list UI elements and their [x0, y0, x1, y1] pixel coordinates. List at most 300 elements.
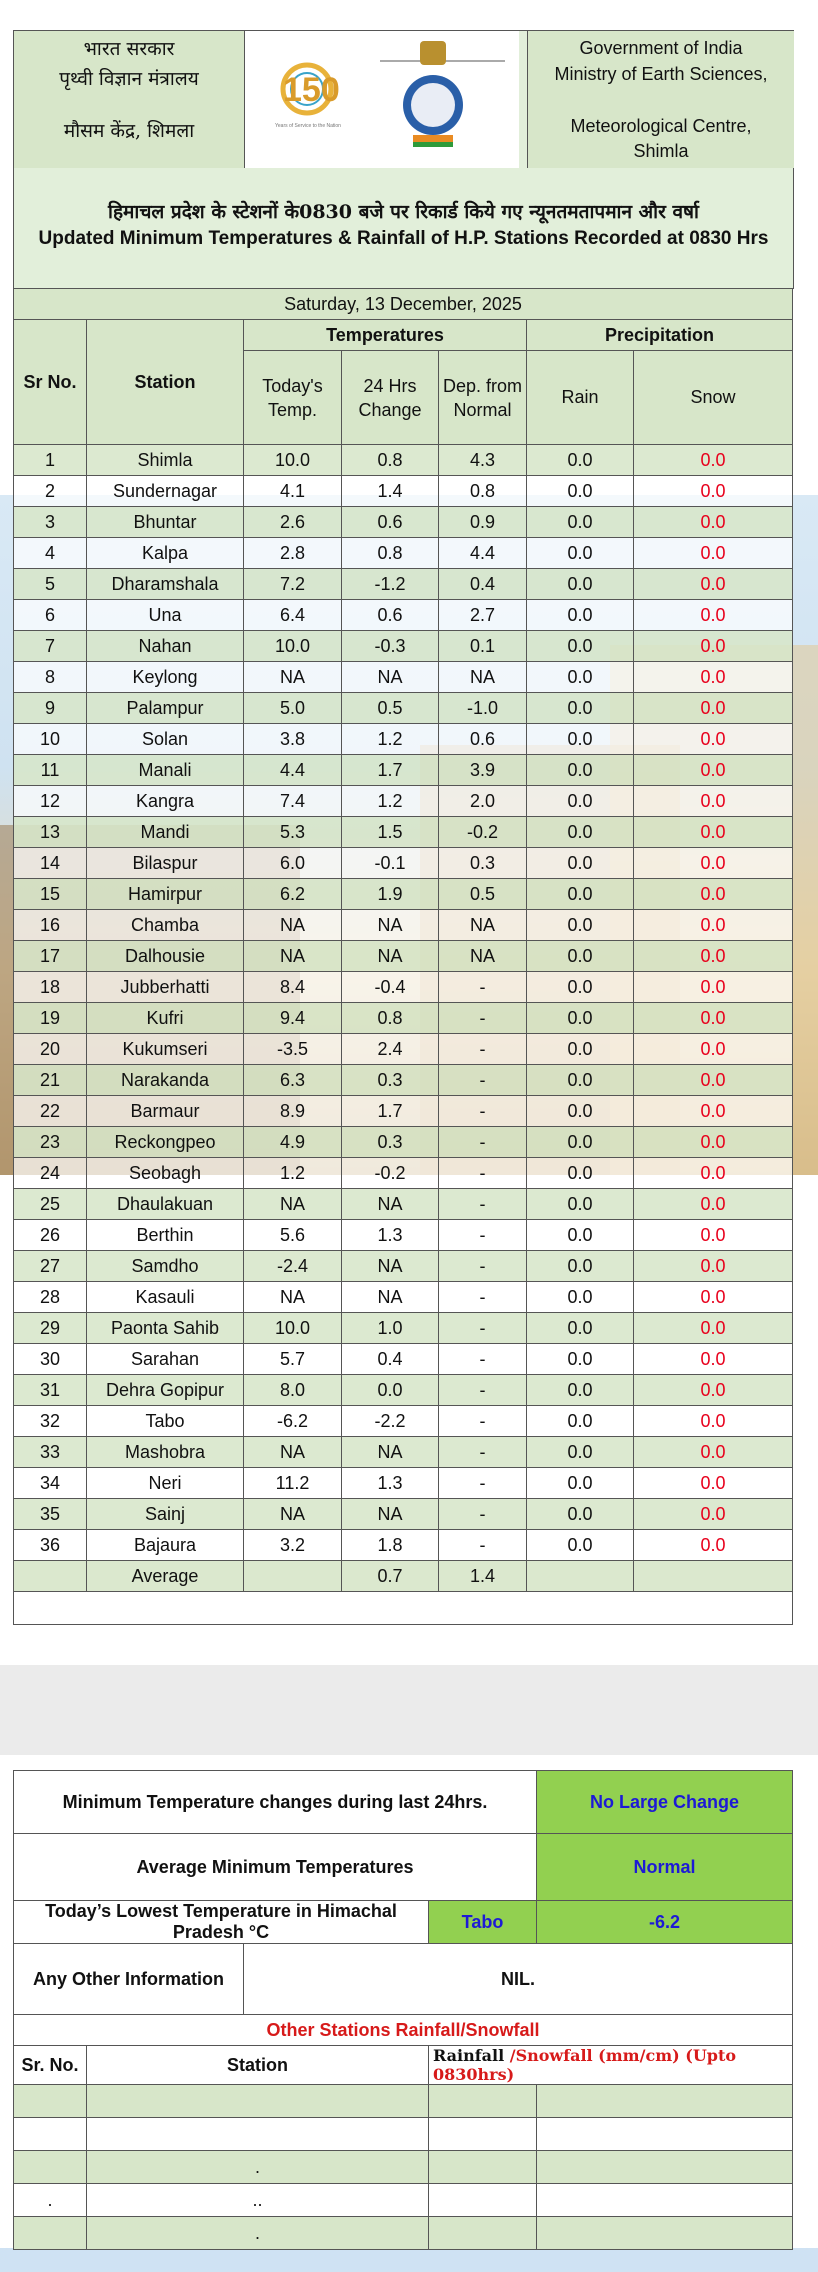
report-title — [13, 168, 794, 289]
separator-band — [0, 1665, 818, 1755]
station-dep-normal: - — [439, 1158, 527, 1189]
station-row — [14, 1127, 793, 1158]
station-rain: 0.0 — [527, 879, 634, 910]
station-snow: 0.0 — [634, 445, 793, 476]
station-name: Jubberhatti — [87, 972, 244, 1003]
station-row — [14, 476, 793, 507]
header-hindi-line-3: मौसम केंद्र, शिमला — [63, 120, 195, 142]
station-rain: 0.0 — [527, 693, 634, 724]
other-col-rainfall-a: Rainfall — [433, 2046, 510, 2065]
station-snow: 0.0 — [634, 631, 793, 662]
station-snow: 0.0 — [634, 538, 793, 569]
station-snow: 0.0 — [634, 1158, 793, 1189]
header-english-line-1: Government of India — [579, 38, 743, 58]
station-dep-normal: 0.8 — [439, 476, 527, 507]
station-snow: 0.0 — [634, 1406, 793, 1437]
station-row — [14, 1096, 793, 1127]
station-snow: 0.0 — [634, 1003, 793, 1034]
station-sr: 12 — [14, 786, 87, 817]
station-rain: 0.0 — [527, 1313, 634, 1344]
station-row — [14, 1220, 793, 1251]
other-station-row — [14, 2085, 793, 2118]
other-row-snowfall — [537, 2151, 793, 2184]
national-emblem-icon — [403, 41, 463, 147]
station-name: Samdho — [87, 1251, 244, 1282]
station-24h-change: 1.9 — [342, 879, 439, 910]
station-dep-normal: 0.6 — [439, 724, 527, 755]
station-row — [14, 724, 793, 755]
station-today-temp: 6.2 — [244, 879, 342, 910]
station-dep-normal: 0.5 — [439, 879, 527, 910]
station-dep-normal: - — [439, 1034, 527, 1065]
station-24h-change: 0.8 — [342, 1003, 439, 1034]
station-sr: 30 — [14, 1344, 87, 1375]
station-row — [14, 1499, 793, 1530]
other-row-rainfall — [429, 2217, 537, 2250]
station-today-temp: 11.2 — [244, 1468, 342, 1499]
station-dep-normal: NA — [439, 662, 527, 693]
station-name: Dehra Gopipur — [87, 1375, 244, 1406]
station-name: Solan — [87, 724, 244, 755]
station-dep-normal: 4.3 — [439, 445, 527, 476]
station-today-temp: 10.0 — [244, 445, 342, 476]
station-row — [14, 693, 793, 724]
station-sr: 2 — [14, 476, 87, 507]
station-today-temp: 10.0 — [244, 631, 342, 662]
station-24h-change: 0.6 — [342, 507, 439, 538]
station-dep-normal: - — [439, 1406, 527, 1437]
station-name: Chamba — [87, 910, 244, 941]
station-name: Dhaulakuan — [87, 1189, 244, 1220]
station-name: Hamirpur — [87, 879, 244, 910]
station-sr: 1 — [14, 445, 87, 476]
other-station-row — [14, 2118, 793, 2151]
station-sr: 21 — [14, 1065, 87, 1096]
station-24h-change: 1.2 — [342, 724, 439, 755]
title-hindi: हिमाचल प्रदेश के स्टेशनों के0830 बजे पर रिकार्ड किये गए न्यूनतमतापमान और वर्षा — [108, 201, 699, 223]
station-sr: 5 — [14, 569, 87, 600]
station-sr: 8 — [14, 662, 87, 693]
station-sr: 9 — [14, 693, 87, 724]
logo-150-years-icon — [245, 31, 519, 169]
station-sr: 13 — [14, 817, 87, 848]
station-snow: 0.0 — [634, 1189, 793, 1220]
station-24h-change: NA — [342, 1437, 439, 1468]
lowest-temp-station: Tabo — [429, 1901, 537, 1944]
other-info-value: NIL. — [244, 1944, 793, 2015]
other-row-station — [87, 2118, 429, 2151]
station-name: Neri — [87, 1468, 244, 1499]
station-snow: 0.0 — [634, 941, 793, 972]
station-row — [14, 848, 793, 879]
other-col-rainfall — [429, 2046, 793, 2085]
station-snow: 0.0 — [634, 1437, 793, 1468]
station-snow: 0.0 — [634, 1530, 793, 1561]
station-today-temp: 7.2 — [244, 569, 342, 600]
station-rows — [14, 445, 793, 1561]
average-rain-blank — [527, 1561, 634, 1592]
station-name: Kalpa — [87, 538, 244, 569]
station-name: Sundernagar — [87, 476, 244, 507]
station-sr: 24 — [14, 1158, 87, 1189]
station-rain: 0.0 — [527, 972, 634, 1003]
station-snow: 0.0 — [634, 662, 793, 693]
station-24h-change: 1.2 — [342, 786, 439, 817]
blank-footer-row — [14, 1592, 793, 1625]
other-col-station: Station — [87, 2046, 429, 2085]
station-name: Kukumseri — [87, 1034, 244, 1065]
other-info-label: Any Other Information — [14, 1944, 244, 2015]
station-name: Shimla — [87, 445, 244, 476]
station-row — [14, 941, 793, 972]
station-rain: 0.0 — [527, 476, 634, 507]
other-station-row — [14, 2217, 793, 2250]
station-dep-normal: - — [439, 972, 527, 1003]
station-dep-normal: - — [439, 1251, 527, 1282]
station-name: Dharamshala — [87, 569, 244, 600]
station-snow: 0.0 — [634, 879, 793, 910]
station-dep-normal: -0.2 — [439, 817, 527, 848]
station-rain: 0.0 — [527, 1251, 634, 1282]
lowest-temp-value: -6.2 — [537, 1901, 793, 1944]
station-row — [14, 1158, 793, 1189]
station-24h-change: NA — [342, 910, 439, 941]
col-header-temperatures: Temperatures — [244, 320, 527, 351]
station-today-temp: NA — [244, 1499, 342, 1530]
station-snow: 0.0 — [634, 848, 793, 879]
station-24h-change: -0.1 — [342, 848, 439, 879]
station-snow: 0.0 — [634, 476, 793, 507]
station-row — [14, 817, 793, 848]
station-row — [14, 1375, 793, 1406]
station-sr: 16 — [14, 910, 87, 941]
station-dep-normal: - — [439, 1127, 527, 1158]
station-rain: 0.0 — [527, 1437, 634, 1468]
other-row-rainfall — [429, 2118, 537, 2151]
station-dep-normal: 4.4 — [439, 538, 527, 569]
station-rain: 0.0 — [527, 445, 634, 476]
col-header-rain: Rain — [527, 351, 634, 445]
station-snow: 0.0 — [634, 507, 793, 538]
other-col-rainfall-b: /Snowfall (mm/cm) (Upto 0830hrs) — [433, 2046, 737, 2084]
station-dep-normal: - — [439, 1220, 527, 1251]
header-hindi-line-2: पृथ्वी विज्ञान मंत्रालय — [59, 68, 199, 90]
station-rain: 0.0 — [527, 1499, 634, 1530]
station-name: Berthin — [87, 1220, 244, 1251]
station-dep-normal: 0.4 — [439, 569, 527, 600]
station-24h-change: 1.3 — [342, 1220, 439, 1251]
station-today-temp: NA — [244, 941, 342, 972]
other-row-snowfall — [537, 2217, 793, 2250]
station-rain: 0.0 — [527, 786, 634, 817]
station-row — [14, 631, 793, 662]
title-english: Updated Minimum Temperatures & Rainfall of H.P. Stations Recorded at 0830 Hrs — [38, 228, 769, 249]
station-name: Dalhousie — [87, 941, 244, 972]
station-24h-change: -2.2 — [342, 1406, 439, 1437]
station-row — [14, 662, 793, 693]
station-sr: 11 — [14, 755, 87, 786]
station-row — [14, 600, 793, 631]
other-row-snowfall — [537, 2085, 793, 2118]
station-rain: 0.0 — [527, 631, 634, 662]
station-rain: 0.0 — [527, 910, 634, 941]
station-row — [14, 1003, 793, 1034]
station-today-temp: 5.3 — [244, 817, 342, 848]
other-row-snowfall — [537, 2184, 793, 2217]
average-today-blank — [244, 1561, 342, 1592]
station-today-temp: NA — [244, 1189, 342, 1220]
station-name: Bilaspur — [87, 848, 244, 879]
station-sr: 3 — [14, 507, 87, 538]
station-snow: 0.0 — [634, 1282, 793, 1313]
station-rain: 0.0 — [527, 1003, 634, 1034]
station-24h-change: -1.2 — [342, 569, 439, 600]
station-sr: 26 — [14, 1220, 87, 1251]
station-name: Kangra — [87, 786, 244, 817]
station-dep-normal: - — [439, 1189, 527, 1220]
station-sr: 28 — [14, 1282, 87, 1313]
average-blank — [14, 1561, 87, 1592]
station-row — [14, 1282, 793, 1313]
station-today-temp: -6.2 — [244, 1406, 342, 1437]
station-24h-change: 1.4 — [342, 476, 439, 507]
station-today-temp: 6.4 — [244, 600, 342, 631]
station-snow: 0.0 — [634, 1096, 793, 1127]
station-row — [14, 1530, 793, 1561]
station-row — [14, 507, 793, 538]
station-today-temp: NA — [244, 1437, 342, 1468]
station-dep-normal: - — [439, 1375, 527, 1406]
station-sr: 4 — [14, 538, 87, 569]
col-header-sr: Sr No. — [14, 320, 87, 445]
station-today-temp: 8.4 — [244, 972, 342, 1003]
station-name: Nahan — [87, 631, 244, 662]
station-rain: 0.0 — [527, 1189, 634, 1220]
station-name: Barmaur — [87, 1096, 244, 1127]
lowest-temp-label: Today’s Lowest Temperature in Himachal Pradesh °C — [14, 1901, 429, 1944]
station-snow: 0.0 — [634, 786, 793, 817]
station-name: Reckongpeo — [87, 1127, 244, 1158]
station-dep-normal: - — [439, 1499, 527, 1530]
station-sr: 29 — [14, 1313, 87, 1344]
station-sr: 10 — [14, 724, 87, 755]
other-row-sr — [14, 2118, 87, 2151]
station-name: Bhuntar — [87, 507, 244, 538]
station-rain: 0.0 — [527, 507, 634, 538]
station-snow: 0.0 — [634, 1065, 793, 1096]
station-24h-change: NA — [342, 1251, 439, 1282]
col-header-snow: Snow — [634, 351, 793, 445]
station-dep-normal: 0.3 — [439, 848, 527, 879]
station-name: Mashobra — [87, 1437, 244, 1468]
station-24h-change: NA — [342, 941, 439, 972]
station-rain: 0.0 — [527, 662, 634, 693]
station-name: Keylong — [87, 662, 244, 693]
average-change: 0.7 — [342, 1561, 439, 1592]
other-station-row — [14, 2151, 793, 2184]
station-row — [14, 1034, 793, 1065]
station-rain: 0.0 — [527, 724, 634, 755]
station-today-temp: 4.9 — [244, 1127, 342, 1158]
station-snow: 0.0 — [634, 724, 793, 755]
station-today-temp: 1.2 — [244, 1158, 342, 1189]
station-name: Mandi — [87, 817, 244, 848]
station-dep-normal: 0.1 — [439, 631, 527, 662]
station-today-temp: NA — [244, 662, 342, 693]
station-snow: 0.0 — [634, 569, 793, 600]
station-row — [14, 910, 793, 941]
station-name: Sarahan — [87, 1344, 244, 1375]
station-today-temp: 9.4 — [244, 1003, 342, 1034]
header-logos — [245, 31, 519, 169]
station-24h-change: 0.8 — [342, 445, 439, 476]
station-snow: 0.0 — [634, 1034, 793, 1065]
station-rain: 0.0 — [527, 600, 634, 631]
station-today-temp: 10.0 — [244, 1313, 342, 1344]
other-row-station: . — [87, 2217, 429, 2250]
bottom-band — [0, 2248, 818, 2272]
header-hindi-block — [14, 31, 245, 169]
avg-min-value: Normal — [537, 1834, 793, 1901]
station-24h-change: 2.4 — [342, 1034, 439, 1065]
station-snow: 0.0 — [634, 600, 793, 631]
other-row-sr — [14, 2151, 87, 2184]
station-24h-change: 0.6 — [342, 600, 439, 631]
other-stations-title: Other Stations Rainfall/Snowfall — [14, 2015, 793, 2046]
station-rain: 0.0 — [527, 1406, 634, 1437]
station-24h-change: 0.8 — [342, 538, 439, 569]
station-name: Manali — [87, 755, 244, 786]
station-24h-change: 0.3 — [342, 1065, 439, 1096]
station-rain: 0.0 — [527, 817, 634, 848]
other-row-sr — [14, 2217, 87, 2250]
station-name: Kasauli — [87, 1282, 244, 1313]
station-today-temp: NA — [244, 910, 342, 941]
station-sr: 33 — [14, 1437, 87, 1468]
station-24h-change: 1.7 — [342, 755, 439, 786]
station-rain: 0.0 — [527, 755, 634, 786]
station-sr: 22 — [14, 1096, 87, 1127]
average-label: Average — [87, 1561, 244, 1592]
logo-150-caption: Years of Service to the Nation — [275, 123, 341, 129]
station-sr: 18 — [14, 972, 87, 1003]
station-rain: 0.0 — [527, 1065, 634, 1096]
station-snow: 0.0 — [634, 817, 793, 848]
station-sr: 36 — [14, 1530, 87, 1561]
station-rain: 0.0 — [527, 1468, 634, 1499]
station-name: Bajaura — [87, 1530, 244, 1561]
col-header-dep: Dep. from Normal — [439, 351, 527, 445]
station-24h-change: NA — [342, 1189, 439, 1220]
other-stations-rows — [14, 2085, 793, 2250]
station-24h-change: 1.3 — [342, 1468, 439, 1499]
station-name: Palampur — [87, 693, 244, 724]
station-dep-normal: - — [439, 1344, 527, 1375]
station-24h-change: 1.7 — [342, 1096, 439, 1127]
station-dep-normal: 2.7 — [439, 600, 527, 631]
station-dep-normal: NA — [439, 910, 527, 941]
station-dep-normal: NA — [439, 941, 527, 972]
station-snow: 0.0 — [634, 1344, 793, 1375]
station-rain: 0.0 — [527, 569, 634, 600]
station-rain: 0.0 — [527, 1127, 634, 1158]
report-header — [13, 30, 794, 170]
station-row — [14, 1344, 793, 1375]
station-today-temp: 4.1 — [244, 476, 342, 507]
station-name: Kufri — [87, 1003, 244, 1034]
station-row — [14, 1189, 793, 1220]
station-name: Una — [87, 600, 244, 631]
station-today-temp: 5.0 — [244, 693, 342, 724]
station-24h-change: 1.0 — [342, 1313, 439, 1344]
station-row — [14, 1437, 793, 1468]
col-header-station: Station — [87, 320, 244, 445]
other-row-rainfall — [429, 2151, 537, 2184]
summary-table — [13, 1770, 793, 2250]
station-rain: 0.0 — [527, 848, 634, 879]
station-sr: 17 — [14, 941, 87, 972]
other-col-sr: Sr. No. — [14, 2046, 87, 2085]
station-24h-change: -0.4 — [342, 972, 439, 1003]
station-24h-change: 1.8 — [342, 1530, 439, 1561]
other-row-sr — [14, 2085, 87, 2118]
other-row-rainfall — [429, 2085, 537, 2118]
report-date: Saturday, 13 December, 2025 — [14, 289, 793, 320]
station-snow: 0.0 — [634, 1499, 793, 1530]
station-dep-normal: - — [439, 1003, 527, 1034]
station-row — [14, 972, 793, 1003]
station-snow: 0.0 — [634, 1313, 793, 1344]
col-header-precipitation: Precipitation — [527, 320, 793, 351]
station-rain: 0.0 — [527, 1530, 634, 1561]
station-today-temp: 3.2 — [244, 1530, 342, 1561]
station-sr: 7 — [14, 631, 87, 662]
other-row-snowfall — [537, 2118, 793, 2151]
station-today-temp: -2.4 — [244, 1251, 342, 1282]
station-24h-change: 0.5 — [342, 693, 439, 724]
avg-min-label: Average Minimum Temperatures — [14, 1834, 537, 1901]
station-rain: 0.0 — [527, 1096, 634, 1127]
station-row — [14, 538, 793, 569]
station-row — [14, 879, 793, 910]
station-today-temp: 3.8 — [244, 724, 342, 755]
station-rain: 0.0 — [527, 941, 634, 972]
station-today-temp: NA — [244, 1282, 342, 1313]
station-snow: 0.0 — [634, 1468, 793, 1499]
logo-150-text: 150 — [283, 71, 340, 109]
station-row — [14, 786, 793, 817]
other-row-station: .. — [87, 2184, 429, 2217]
station-24h-change: 1.5 — [342, 817, 439, 848]
station-temperature-table — [13, 288, 793, 1625]
station-rain: 0.0 — [527, 1220, 634, 1251]
station-today-temp: 4.4 — [244, 755, 342, 786]
station-row — [14, 1065, 793, 1096]
station-24h-change: NA — [342, 1282, 439, 1313]
header-english-block — [527, 31, 794, 169]
station-name: Sainj — [87, 1499, 244, 1530]
station-dep-normal: 2.0 — [439, 786, 527, 817]
station-24h-change: -0.2 — [342, 1158, 439, 1189]
station-rain: 0.0 — [527, 1158, 634, 1189]
other-row-rainfall — [429, 2184, 537, 2217]
station-24h-change: -0.3 — [342, 631, 439, 662]
station-name: Seobagh — [87, 1158, 244, 1189]
header-hindi-line-1: भारत सरकार — [83, 38, 175, 60]
station-today-temp: 5.7 — [244, 1344, 342, 1375]
station-today-temp: 6.0 — [244, 848, 342, 879]
station-sr: 35 — [14, 1499, 87, 1530]
